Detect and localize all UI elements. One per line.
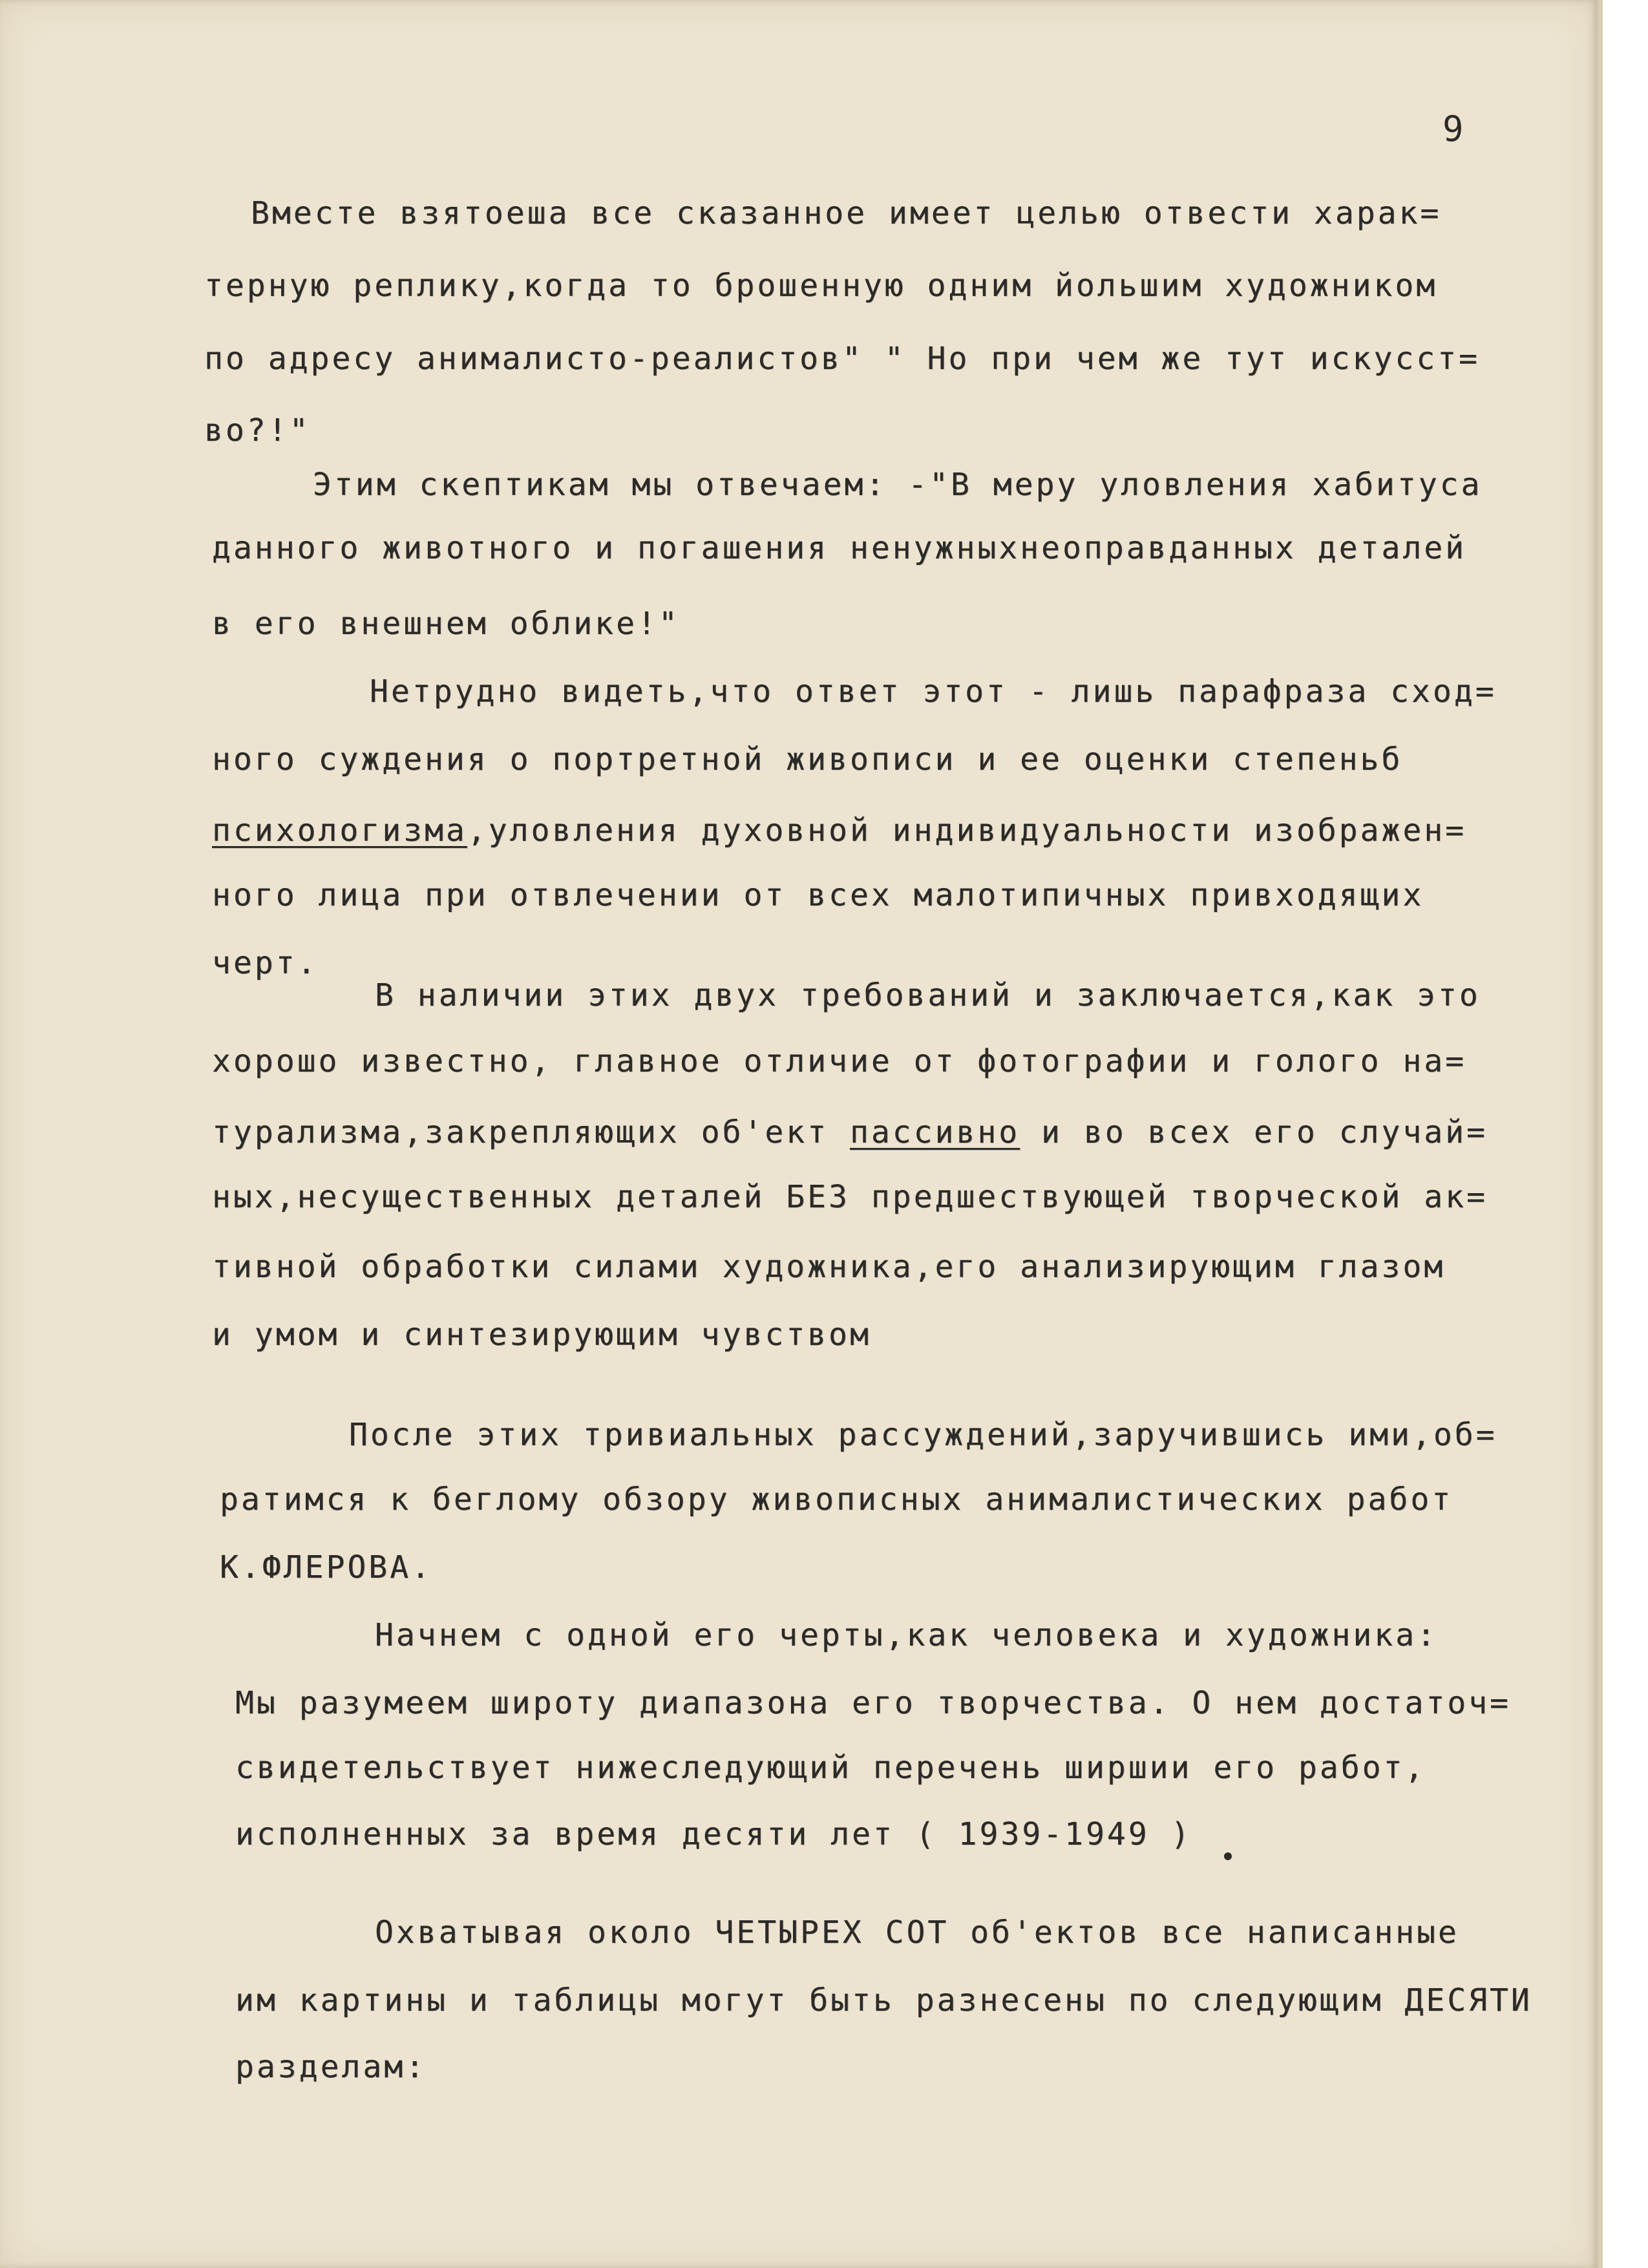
text-line: в его внешнем облике!": [212, 606, 680, 642]
text-line: К.ФЛЕРОВА.: [220, 1549, 432, 1585]
text-line: черт.: [212, 945, 319, 981]
text-line: Охватывая около ЧЕТЫРЕХ СОТ об'ектов все написанные: [375, 1914, 1459, 1951]
text-line: После этих тривиальных рассуждений,заручившись ими,об=: [349, 1417, 1497, 1453]
text-line: по адресу анималисто-реалистов" " Но при чем же тут искусст=: [204, 341, 1480, 377]
text-line: Этим скептикам мы отвечаем: -"В меру уловления хабитуса: [313, 467, 1483, 503]
text-line: им картины и таблицы могут быть разнесены по следующим ДЕСЯТИ: [235, 1982, 1532, 2019]
page-number: 9: [1442, 109, 1464, 149]
underlined-term: пассивно: [849, 1114, 1020, 1150]
text-line: ных,несущественных деталей БЕЗ предшествующей творческой ак=: [212, 1179, 1488, 1215]
text-line: [212, 1113, 1488, 1152]
text-line: исполненных за время десяти лет ( 1939-1949 ): [235, 1816, 1192, 1852]
trailing-period-mark: [1224, 1852, 1232, 1860]
text-line: тивной обработки силами художника,его анализирующим глазом: [212, 1249, 1446, 1285]
text-line-rest: и во всех его случай=: [1020, 1114, 1488, 1150]
text-line: во?!": [204, 412, 311, 449]
text-line: ратимся к беглому обзору живописных анималистических работ: [220, 1481, 1453, 1518]
text-line: В наличии этих двух требований и заключается,как это: [375, 977, 1481, 1013]
text-line: Начнем с одной его черты,как человека и художника:: [375, 1617, 1438, 1653]
underlined-term: психологизма: [212, 812, 467, 849]
text-line-rest: ,уловления духовной индивидуальности изображен=: [467, 812, 1467, 849]
text-line: свидетельствует нижеследующий перечень ширшии его работ,: [235, 1750, 1426, 1786]
paper-edge: [1598, 0, 1603, 2268]
text-line: Мы разумеем широту диапазона его творчества. О нем достаточ=: [235, 1685, 1511, 1721]
text-line: разделам:: [235, 2049, 427, 2085]
text-line: Нетрудно видеть,что ответ этот - лишь парафраза сход=: [370, 673, 1497, 710]
text-line: данного животного и погашения ненужныхнеоправданных деталей: [212, 530, 1467, 566]
text-line: хорошо известно, главное отличие от фотографии и голого на=: [212, 1043, 1467, 1079]
text-line-start: турализма,закрепляющих об'ект: [212, 1114, 850, 1150]
text-line: терную реплику,когда то брошенную одним йольшим художником: [204, 268, 1438, 304]
text-line: и умом и синтезирующим чувством: [212, 1317, 871, 1353]
text-line: ного суждения о портретной живописи и ее оценки степеньб: [212, 741, 1403, 778]
text-line: ного лица при отвлечении от всех малотипичных привходящих: [212, 877, 1424, 913]
text-line: Вместе взятоеша все сказанное имеет целью отвести харак=: [251, 195, 1442, 231]
text-line: [212, 811, 1466, 850]
